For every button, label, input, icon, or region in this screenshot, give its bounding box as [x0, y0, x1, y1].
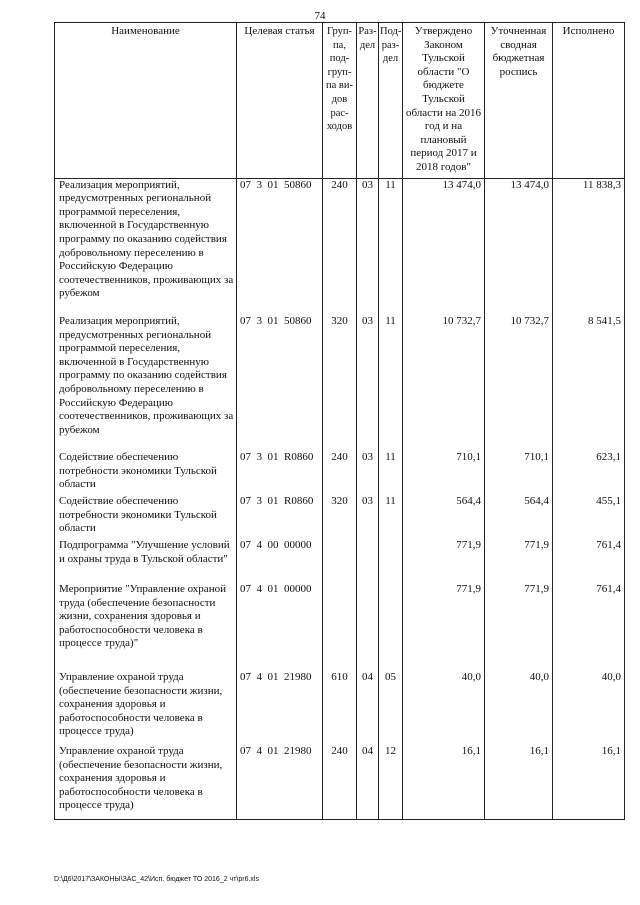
row-target: 07 4 01 00000 — [237, 583, 323, 671]
row-subsection: 11 — [379, 451, 403, 495]
row-executed: 11 838,3 — [553, 178, 625, 315]
row-group: 240 — [323, 451, 357, 495]
row-group: 240 — [323, 745, 357, 819]
table-row — [55, 671, 625, 745]
row-revised: 40,0 — [485, 671, 553, 745]
row-approved: 771,9 — [403, 539, 485, 583]
row-approved: 771,9 — [403, 583, 485, 671]
row-name: Реализация мероприятий, предусмотренных региональной программой переселения, включенной в Государственную программу по оказанию содействия добровольному переселению в Российскую Федерацию соотечественников, проживающих за рубежом — [55, 178, 237, 315]
row-approved: 16,1 — [403, 745, 485, 819]
row-group: 320 — [323, 315, 357, 451]
row-revised: 10 732,7 — [485, 315, 553, 451]
page-number: 74 — [314, 10, 326, 22]
row-name: Содействие обеспечению потребности экономики Тульской области — [55, 495, 237, 539]
table-row — [55, 315, 625, 451]
table-row — [55, 539, 625, 583]
row-approved: 10 732,7 — [403, 315, 485, 451]
row-subsection: 11 — [379, 495, 403, 539]
row-group — [323, 583, 357, 671]
header-approved: Утверждено Законом Тульской области "О бюджете Тульской области на 2016 год и на плановый период 2017 и 2018 годов" — [403, 23, 485, 179]
budget-table — [54, 22, 625, 820]
row-name: Реализация мероприятий, предусмотренных региональной программой переселения, включенной в Государственную программу по оказанию содействия добровольному переселению в Российскую Федерацию соотечественников, проживающих за рубежом — [55, 315, 237, 451]
row-target: 07 3 01 R0860 — [237, 495, 323, 539]
row-subsection — [379, 539, 403, 583]
row-approved: 40,0 — [403, 671, 485, 745]
row-section: 03 — [357, 495, 379, 539]
row-group — [323, 539, 357, 583]
row-target: 07 4 01 21980 — [237, 745, 323, 819]
table-row — [55, 178, 625, 315]
row-executed: 623,1 — [553, 451, 625, 495]
header-section: Раз-дел — [357, 23, 379, 179]
header-target: Целевая статья — [237, 23, 323, 179]
row-target: 07 3 01 50860 — [237, 178, 323, 315]
row-subsection: 05 — [379, 671, 403, 745]
row-section — [357, 583, 379, 671]
row-executed: 761,4 — [553, 583, 625, 671]
table-row — [55, 583, 625, 671]
row-target: 07 3 01 R0860 — [237, 451, 323, 495]
row-name: Управление охраной труда (обеспечение безопасности жизни, сохранения здоровья и работоспособности человека в процессе труда) — [55, 745, 237, 819]
row-executed: 40,0 — [553, 671, 625, 745]
row-group: 240 — [323, 178, 357, 315]
row-name: Подпрограмма "Улучшение условий и охраны труда в Тульской области" — [55, 539, 237, 583]
row-subsection — [379, 583, 403, 671]
row-target: 07 4 01 21980 — [237, 671, 323, 745]
row-subsection: 11 — [379, 178, 403, 315]
row-revised: 16,1 — [485, 745, 553, 819]
row-executed: 455,1 — [553, 495, 625, 539]
row-revised: 13 474,0 — [485, 178, 553, 315]
row-section: 03 — [357, 451, 379, 495]
header-revised: Уточненная сводная бюджетная роспись — [485, 23, 553, 179]
row-section: 03 — [357, 178, 379, 315]
file-path-footer: D:\Д6\2017\ЗАКОНЫ\ЗАС_42\Исп. бюджет ТО 2016_2 чт\pr6.xls — [54, 876, 259, 883]
table-header-row — [55, 23, 625, 179]
row-executed: 8 541,5 — [553, 315, 625, 451]
row-approved: 710,1 — [403, 451, 485, 495]
row-subsection: 11 — [379, 315, 403, 451]
row-executed: 761,4 — [553, 539, 625, 583]
row-name: Содействие обеспечению потребности экономики Тульской области — [55, 451, 237, 495]
row-group: 320 — [323, 495, 357, 539]
row-name: Управление охраной труда (обеспечение безопасности жизни, сохранения здоровья и работоспособности человека в процессе труда) — [55, 671, 237, 745]
row-section: 04 — [357, 671, 379, 745]
table-row — [55, 745, 625, 819]
row-target: 07 3 01 50860 — [237, 315, 323, 451]
header-executed: Исполнено — [553, 23, 625, 179]
row-section: 04 — [357, 745, 379, 819]
row-approved: 13 474,0 — [403, 178, 485, 315]
row-revised: 771,9 — [485, 583, 553, 671]
header-group: Груп-па, под-груп-па ви-дов рас-ходов — [323, 23, 357, 179]
row-target: 07 4 00 00000 — [237, 539, 323, 583]
table-row — [55, 451, 625, 495]
row-revised: 710,1 — [485, 451, 553, 495]
row-section — [357, 539, 379, 583]
header-subsection: Под-раз-дел — [379, 23, 403, 179]
header-name: Наименование — [55, 23, 237, 179]
row-name: Мероприятие "Управление охраной труда (обеспечение безопасности жизни, сохранения здоровья и работоспособности человека в процессе труда)" — [55, 583, 237, 671]
row-executed: 16,1 — [553, 745, 625, 819]
row-section: 03 — [357, 315, 379, 451]
table-row — [55, 495, 625, 539]
row-approved: 564,4 — [403, 495, 485, 539]
row-subsection: 12 — [379, 745, 403, 819]
row-revised: 771,9 — [485, 539, 553, 583]
row-group: 610 — [323, 671, 357, 745]
row-revised: 564,4 — [485, 495, 553, 539]
